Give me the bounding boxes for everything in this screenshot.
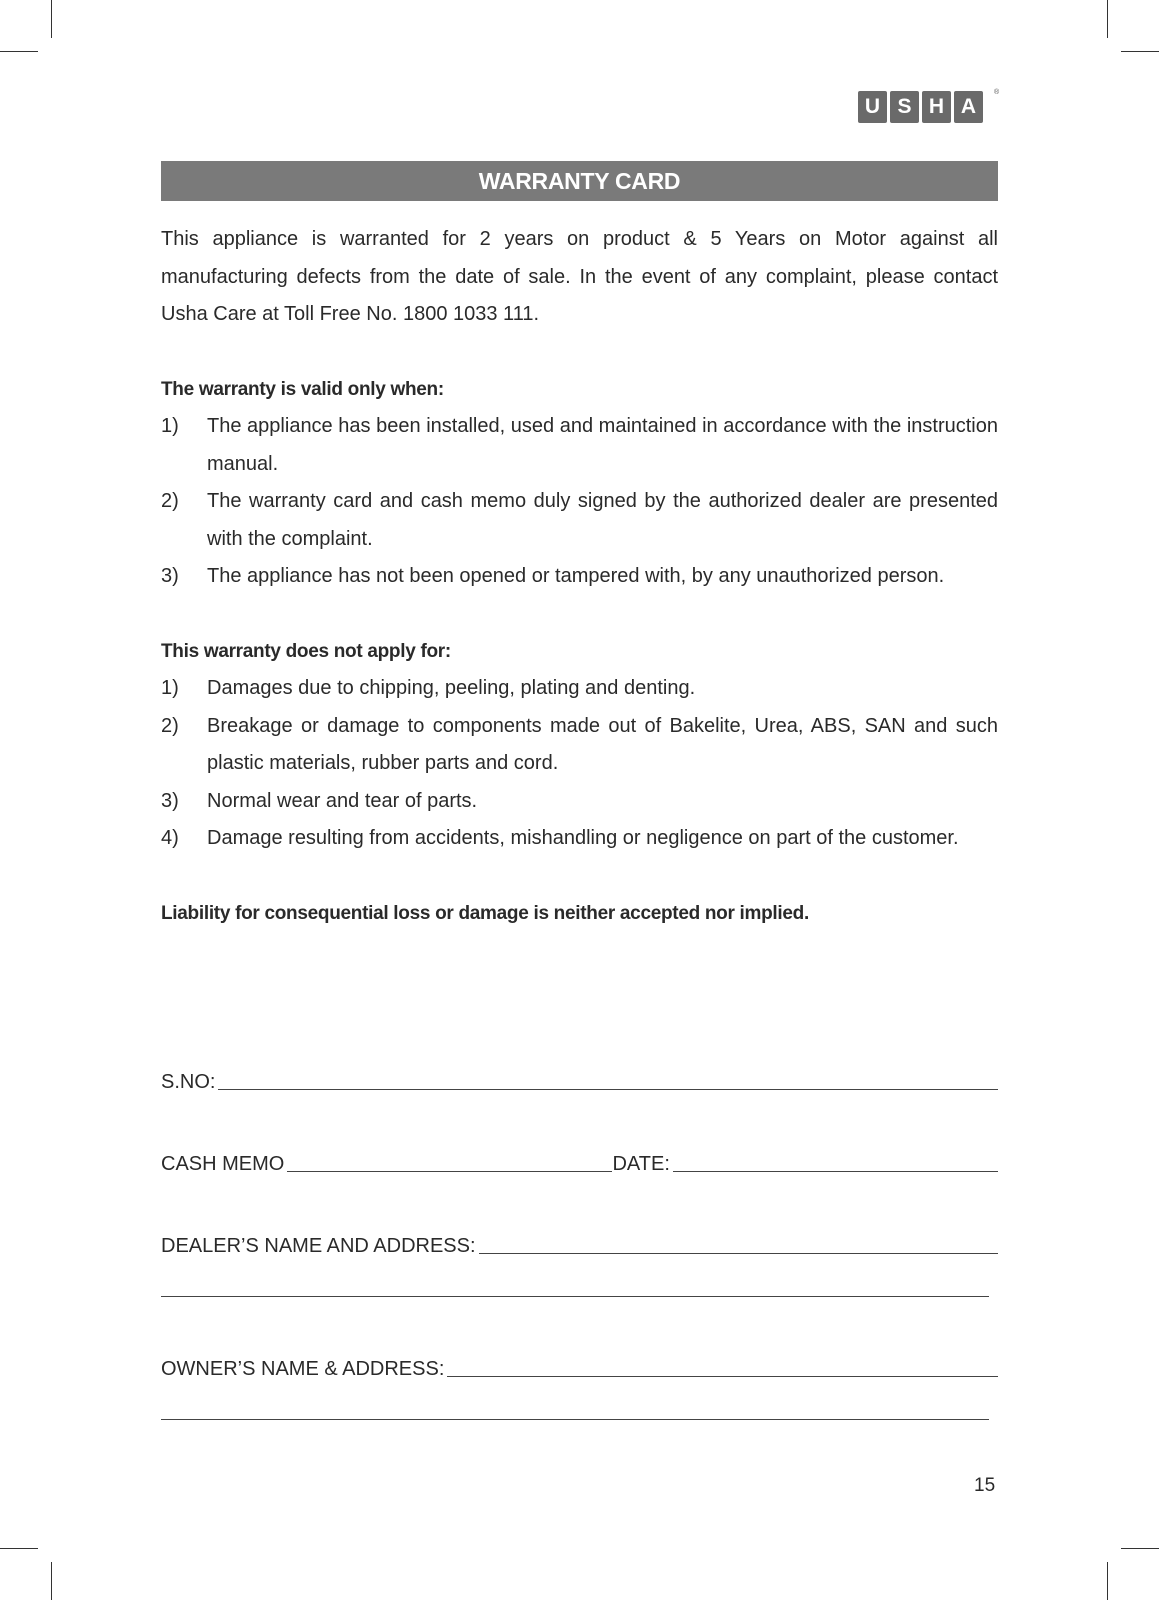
registered-mark: ® — [994, 89, 1000, 96]
sno-field[interactable] — [161, 1064, 998, 1094]
list-item — [161, 408, 998, 483]
dealer-blank-line[interactable] — [479, 1253, 998, 1254]
exclusions-list — [161, 670, 998, 858]
item-number: 2) — [161, 490, 179, 512]
valid-heading: The warranty is valid only when: — [161, 378, 444, 400]
cash-memo-date-row — [161, 1146, 998, 1176]
usha-logo — [858, 91, 983, 123]
crop-mark — [51, 0, 52, 38]
owner-address-line[interactable] — [161, 1419, 989, 1420]
list-item — [161, 783, 998, 821]
item-text: Breakage or damage to components made out of Bakelite, Urea, ABS, SAN and such plastic materials, rubber parts and cord. — [207, 714, 998, 774]
item-number: 1) — [161, 677, 179, 699]
date-blank-line[interactable] — [673, 1171, 998, 1172]
logo-letter: U — [858, 91, 887, 123]
item-text: The appliance has been installed, used and maintained in accordance with the instruction manual. — [207, 415, 998, 475]
warranty-content — [161, 221, 998, 932]
list-item — [161, 670, 998, 708]
liability-statement: Liability for consequential loss or damage is neither accepted nor implied. — [161, 902, 809, 924]
logo-letter: S — [890, 91, 919, 123]
item-text: The appliance has not been opened or tampered with, by any unauthorized person. — [207, 565, 945, 587]
item-text: The warranty card and cash memo duly signed by the authorized dealer are presented with the complaint. — [207, 490, 998, 550]
list-item — [161, 708, 998, 783]
sno-blank-line[interactable] — [218, 1089, 998, 1090]
crop-mark — [51, 1562, 52, 1600]
crop-mark — [0, 51, 38, 52]
crop-mark — [0, 1548, 38, 1549]
date-label: DATE: — [612, 1153, 670, 1175]
list-item — [161, 483, 998, 558]
cash-memo-blank-line[interactable] — [287, 1171, 612, 1172]
item-text: Damage resulting from accidents, mishandling or negligence on part of the customer. — [207, 827, 959, 849]
list-item — [161, 820, 998, 858]
owner-field[interactable] — [161, 1351, 998, 1381]
dealer-field[interactable] — [161, 1228, 998, 1258]
dealer-label: DEALER’S NAME AND ADDRESS: — [161, 1235, 476, 1257]
owner-label: OWNER’S NAME & ADDRESS: — [161, 1358, 445, 1380]
item-number: 2) — [161, 714, 179, 737]
crop-mark — [1107, 0, 1108, 38]
page-title: WARRANTY CARD — [161, 161, 998, 201]
sno-label: S.NO: — [161, 1071, 216, 1093]
dealer-address-line[interactable] — [161, 1296, 989, 1297]
item-number: 1) — [161, 415, 179, 437]
crop-mark — [1121, 1548, 1159, 1549]
owner-blank-line[interactable] — [447, 1376, 998, 1377]
item-text: Normal wear and tear of parts. — [207, 789, 478, 812]
exclusions-heading: This warranty does not apply for: — [161, 640, 451, 662]
crop-mark — [1121, 51, 1159, 52]
logo-letter: H — [922, 91, 951, 123]
item-number: 3) — [161, 789, 179, 812]
cash-memo-label: CASH MEMO — [161, 1153, 285, 1175]
logo-letter: A — [954, 91, 983, 123]
intro-paragraph: This appliance is warranted for 2 years on product & 5 Years on Motor against all manufacturing defects from the date of sale. In the event of any complaint, please contact Usha Care at Toll Free No. 1800 1033 111. — [161, 228, 998, 325]
item-text: Damages due to chipping, peeling, plating and denting. — [207, 677, 696, 699]
page-number: 15 — [974, 1475, 996, 1496]
crop-mark — [1107, 1562, 1108, 1600]
item-number: 4) — [161, 827, 179, 849]
list-item — [161, 558, 998, 596]
item-number: 3) — [161, 565, 179, 587]
valid-conditions-list — [161, 408, 998, 596]
